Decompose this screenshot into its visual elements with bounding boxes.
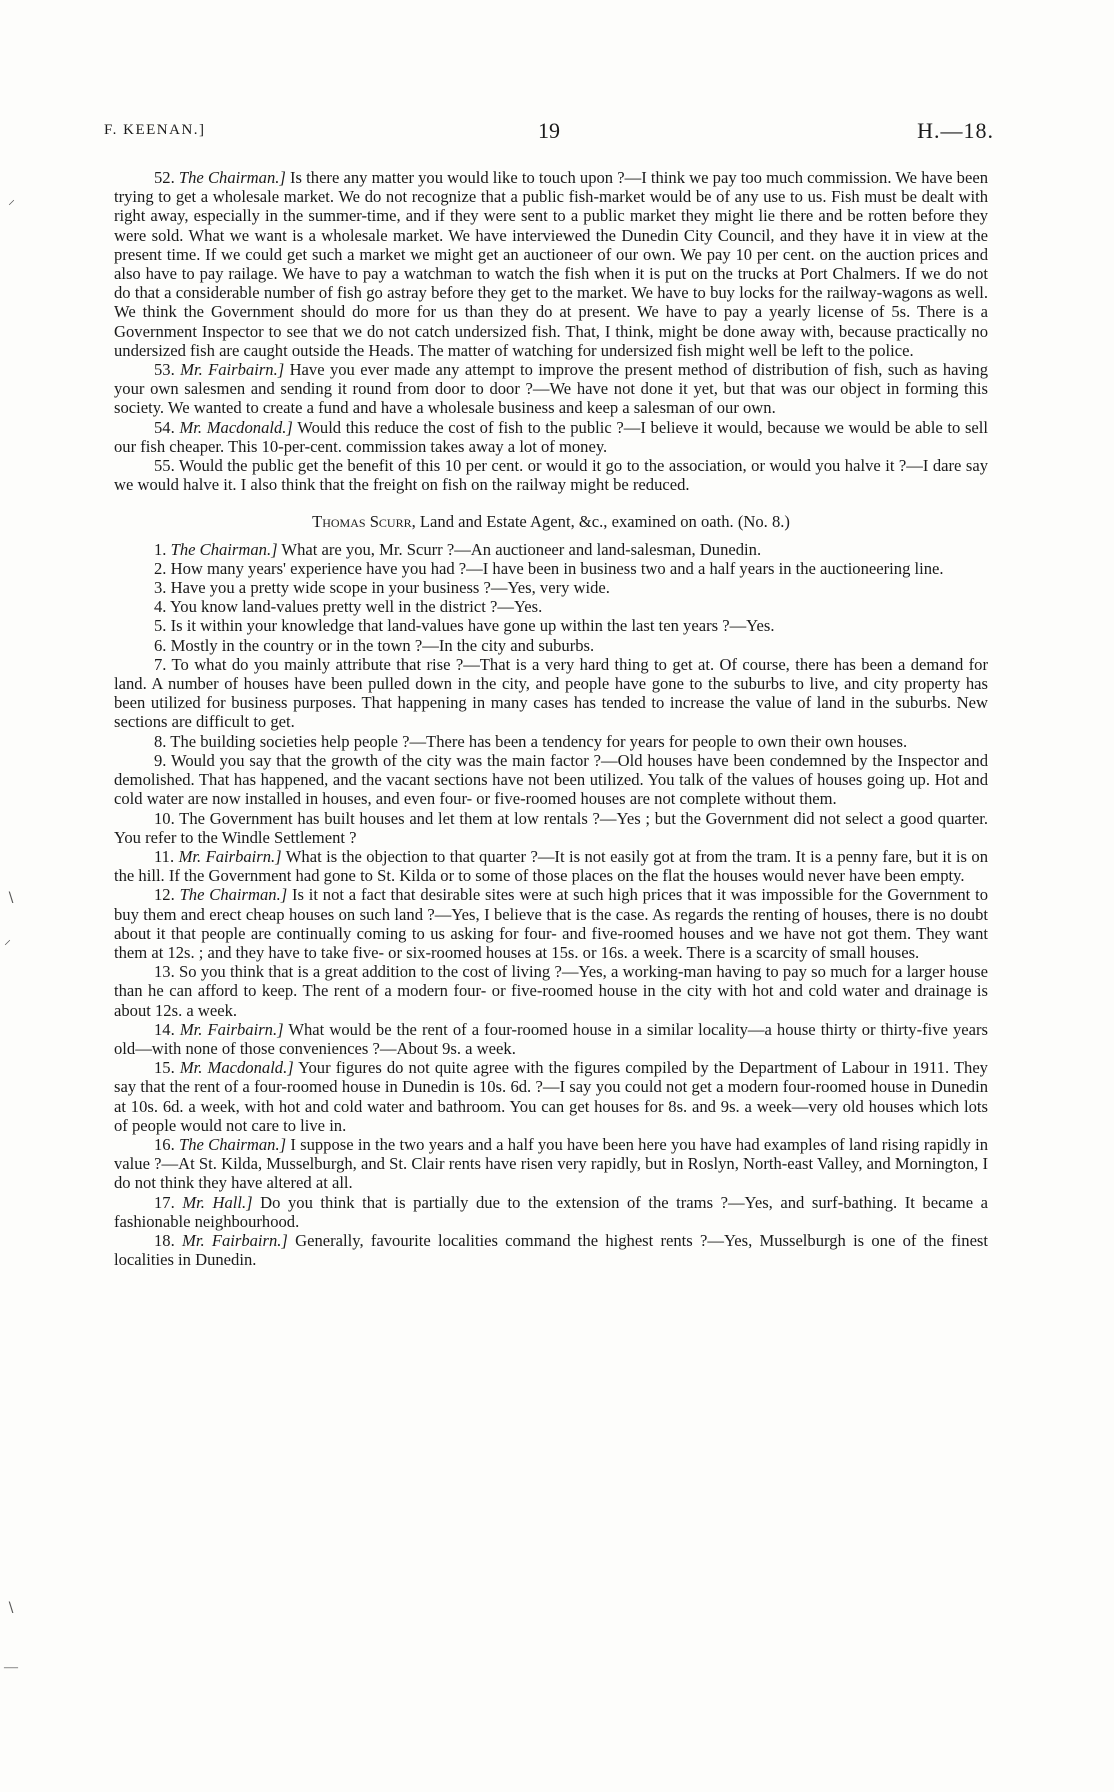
paragraph-number: 2. <box>154 558 167 578</box>
paragraph-text: The building societies help people ?—There has been a tendency for years for people to own their own houses. <box>166 731 908 751</box>
paragraph-number: 8. <box>154 731 167 751</box>
paragraph-text: Have you a pretty wide scope in your business ?—Yes, very wide. <box>166 578 610 598</box>
paragraph-text: Would the public get the benefit of this 10 per cent. or would it go to the association, or would you halve it ?—I dare say we would halve it. I also think that the freight on fish on the railway might be reduced. <box>114 456 988 495</box>
testimony-paragraph <box>114 456 988 494</box>
paragraph-text: How many years' experience have you had ?—I have been in business two and a half years in the auctioneering line. <box>166 558 944 578</box>
paragraph-number: 4. <box>154 597 167 617</box>
paragraph-number: 5. <box>154 616 167 636</box>
speaker-label: Mr. Macdonald.] <box>179 417 293 437</box>
speaker-label: The Chairman.] <box>179 1134 287 1154</box>
paragraph-number: 53. <box>154 360 175 380</box>
paragraph-text: Is it within your knowledge that land-values have gone up within the last ten years ?—Yes. <box>166 616 775 636</box>
paragraph-text: Mostly in the country or in the town ?—In the city and suburbs. <box>166 635 595 655</box>
testimony-paragraph <box>114 655 988 732</box>
speaker-label: Mr. Fairbairn.] <box>180 360 285 380</box>
paragraph-text: Would you say that the growth of the city was the main factor ?—Old houses have been condemned by the Inspector and demolished. That has happened, and the vacant sections have not been utilized. You talk of the values of houses going up. Hot and cold water are now installed in houses, and even four- or five-roomed houses are not complete without them. <box>114 750 988 809</box>
paragraph-text: What are you, Mr. Scurr ?—An auctioneer and land-salesman, Dunedin. <box>277 539 762 559</box>
testimony-paragraph <box>114 616 988 635</box>
margin-mark: ⸝ <box>4 933 11 948</box>
paragraph-number: 7. <box>154 654 167 674</box>
paragraph-text: To what do you mainly attribute that rise ?—That is a very hard thing to get at. Of course, there has been a demand for land. A number of houses have been pulled down in the city, and people have gone to the suburbs to live, and city property has been utilized for business purposes. That happening in many cases has tended to increase the value of land in the suburbs. New sections are difficult to get. <box>114 654 988 732</box>
paragraph-number: 52. <box>154 168 175 187</box>
testimony-paragraph <box>114 418 988 456</box>
speaker-label: The Chairman.] <box>179 885 288 905</box>
testimony-paragraph <box>114 1058 988 1135</box>
paragraph-number: 15. <box>154 1058 175 1078</box>
paragraph-text: Have you ever made any attempt to improve the present method of distribution of fish, such as having your own salesmen and sending it round from door to door ?—We have not done it yet, but that was our object in forming this society. We wanted to create a fund and have a wholesale business and keep a salesman of our own. <box>114 360 988 418</box>
paragraph-number: 6. <box>154 635 167 655</box>
paragraph-text: Would this reduce the cost of fish to the public ?—I believe it would, because we would be able to sell our fish cheaper. This 10-per-cent. commission takes away a lot of money. <box>114 417 988 456</box>
testimony-paragraph <box>114 1020 988 1058</box>
testimony-paragraph <box>114 1135 988 1193</box>
testimony-paragraph <box>114 597 988 616</box>
testimony-paragraph <box>114 578 988 597</box>
paragraph-number: 12. <box>154 885 175 905</box>
testimony-paragraph <box>114 1231 988 1269</box>
margin-mark: ⸝ <box>8 193 15 208</box>
speaker-label: Mr. Fairbairn.] <box>179 1019 284 1039</box>
paragraph-number: 14. <box>154 1019 175 1039</box>
paragraph-number: 10. <box>154 808 175 828</box>
page-body <box>114 168 988 1269</box>
testimony-paragraph <box>114 636 988 655</box>
paragraph-number: 1. <box>154 539 167 559</box>
paragraph-text: Is it not a fact that desirable sites were at such high prices that it was impossible for the Government to buy them and erect cheap houses on such land ?—Yes, I believe that is the case. As regards the renting of houses, there is no doubt about it that people are continually coming to us asking for four- and five-roomed houses and we have not got them. They want them at 12s. ; and they have to take five- or six-roomed houses at 15s. or 16s. a week. There is a scarcity of small houses. <box>114 885 989 962</box>
testimony-paragraph <box>114 885 988 962</box>
testimony-paragraph <box>114 559 988 578</box>
page-header <box>104 118 994 148</box>
paragraph-text: Generally, favourite localities command the highest rents ?—Yes, Musselburgh is one of the finest localities in Dunedin. <box>114 1230 989 1270</box>
paragraph-text: What would be the rent of a four-roomed house in a similar locality—a house thirty or thirty-five years old—with none of those conveniences ?—About 9s. a week. <box>114 1019 988 1058</box>
paragraph-number: 3. <box>154 578 167 598</box>
paragraph-text: You know land-values pretty well in the district ?—Yes. <box>166 597 543 617</box>
testimony-paragraph <box>114 962 988 1020</box>
speaker-label: Mr. Macdonald.] <box>179 1058 294 1078</box>
speaker-label: Mr. Fairbairn.] <box>182 1230 288 1250</box>
margin-mark: ∖ <box>6 1601 15 1616</box>
witness-name: Thomas Scurr, <box>312 512 416 532</box>
paragraph-number: 13. <box>154 962 175 982</box>
paragraph-text: What is the objection to that quarter ?—It is not easily got at from the tram. It is a penny fare, but it is on the hill. If the Government had gone to St. Kilda or to some of those places on the flat the houses would never have been empty. <box>114 846 988 886</box>
keenan-testimony <box>114 168 988 494</box>
paragraph-text: Your figures do not quite agree with the figures compiled by the Department of Labour in 1911. They say that the rent of a four-roomed house in Dunedin is 10s. 6d. ?—I say you could not get a modern four-roomed house in Dunedin at 10s. 6d. a week, with hot and cold water and bathroom. You can get houses for 8s. and 9s. a week—very old houses which lots of people would not care to live in. <box>114 1058 988 1135</box>
testimony-paragraph <box>114 540 988 559</box>
page-number: 19 <box>538 118 560 143</box>
witness-heading <box>114 512 988 531</box>
paragraph-text: Is there any matter you would like to touch upon ?—I think we pay too much commission. We have been trying to get a wholesale market. We do not recognize that a public fish-market would be of any use to us. Fish must be dealt with right away, especially in the summer-time, and if they were sent to a public market they might lie there and be rotten before they were sold. What we want is a wholesale market. We have interviewed the Dunedin City Council, and they have it in view at the present time. If we could get such a market we might get an auctioneer of our own. We pay 10 per cent. on the auction prices and also have to pay railage. We have to pay a watchman to watch the fish when it is put on the trucks at Port Chalmers. If we do not do that a considerable number of fish go astray before they get to the market. We have to buy locks for the railway-wagons as well. We think the Government should do more for us than they do at present. We have to pay a yearly license of 5s. There is a Government Inspector to see that we do not catch undersized fish. That, I think, might be done away with, because practically no undersized fish are caught outside the Heads. The matter of watching for undersized fish might well be left to the police. <box>114 168 988 360</box>
paragraph-number: 54. <box>154 417 175 437</box>
speaker-label: Mr. Hall.] <box>182 1192 253 1212</box>
paragraph-number: 16. <box>154 1134 175 1154</box>
speaker-label: Mr. Fairbairn.] <box>178 846 282 866</box>
testimony-paragraph <box>114 732 988 751</box>
speaker-label: The Chairman.] <box>178 168 286 187</box>
paragraph-text: Do you think that is partially due to the extension of the trams ?—Yes, and surf-bathing. It became a fashionable neighbourhood. <box>114 1192 988 1231</box>
testimony-paragraph <box>114 360 988 418</box>
scurr-testimony <box>114 540 988 1270</box>
testimony-paragraph <box>114 751 988 809</box>
paragraph-text: The Government has built houses and let them at low rentals ?—Yes ; but the Government did not select a good quarter. You refer to the Windle Settlement ? <box>114 808 988 847</box>
testimony-paragraph <box>114 168 988 360</box>
witness-name-header: F. KEENAN.] <box>104 122 206 138</box>
margin-mark: — <box>4 1660 18 1675</box>
paragraph-number: 55. <box>154 456 175 476</box>
paragraph-number: 11. <box>154 846 175 866</box>
paragraph-number: 18. <box>154 1230 175 1250</box>
paragraph-text: So you think that is a great addition to the cost of living ?—Yes, a working-man having to pay so much for a larger house than he can afford to keep. The rent of a modern four- or five-roomed house in the city with hot and cold water and drainage is about 12s. a week. <box>114 962 988 1020</box>
testimony-paragraph <box>114 847 988 885</box>
paragraph-text: I suppose in the two years and a half you have been here you have had examples of land rising rapidly in value ?—At St. Kilda, Musselburgh, and St. Clair rents have risen very rapidly, but in Roslyn, North-east Valley, and Mornington, I do not think they have altered at all. <box>114 1134 988 1193</box>
paragraph-number: 9. <box>154 750 167 770</box>
paragraph-number: 17. <box>154 1192 175 1212</box>
speaker-label: The Chairman.] <box>170 539 278 559</box>
testimony-paragraph <box>114 1193 988 1231</box>
margin-mark: ∖ <box>6 891 15 906</box>
report-id: H.—18. <box>917 118 994 143</box>
witness-description: Land and Estate Agent, &c., examined on oath. (No. 8.) <box>415 512 790 532</box>
testimony-paragraph <box>114 809 988 847</box>
